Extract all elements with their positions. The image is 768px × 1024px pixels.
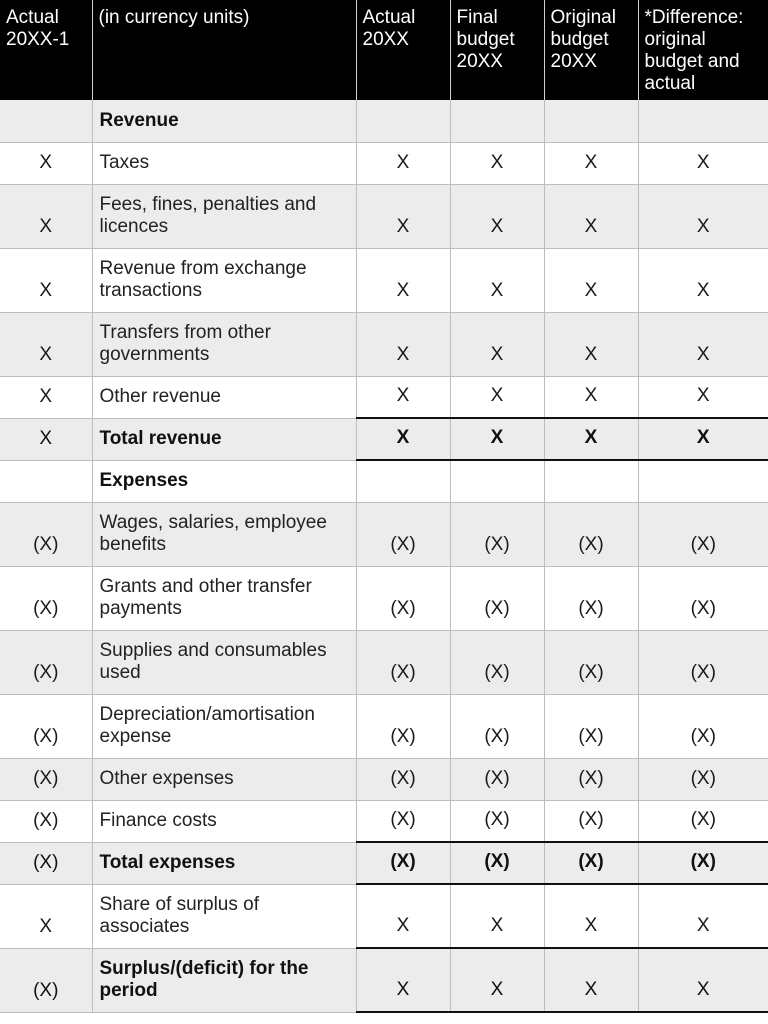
cell-prior [0,460,92,502]
cell-original-budget: (X) [544,566,638,630]
cell-prior: X [0,248,92,312]
cell-actual [356,460,450,502]
cell-original-budget: X [544,376,638,418]
section-heading-revenue [0,100,768,142]
cell-prior: (X) [0,758,92,800]
cell-difference: X [638,248,768,312]
total-revenue-row [0,418,768,460]
cell-original-budget: (X) [544,630,638,694]
table-row [0,630,768,694]
cell-final-budget: (X) [450,566,544,630]
cell-final-budget: (X) [450,694,544,758]
cell-final-budget: X [450,884,544,948]
table-row [0,184,768,248]
row-label: Grants and other transfer payments [92,566,356,630]
cell-difference: (X) [638,842,768,884]
table-row [0,502,768,566]
cell-final-budget: (X) [450,758,544,800]
cell-actual: (X) [356,758,450,800]
cell-final-budget [450,100,544,142]
cell-prior: (X) [0,630,92,694]
table-row [0,566,768,630]
header-final-budget: Final budget 20XX [450,0,544,100]
row-label: Other expenses [92,758,356,800]
cell-actual: (X) [356,502,450,566]
table-row [0,694,768,758]
section-heading-expenses [0,460,768,502]
cell-final-budget [450,460,544,502]
cell-final-budget: (X) [450,630,544,694]
cell-actual: X [356,418,450,460]
row-label: Supplies and consumables used [92,630,356,694]
row-label: Wages, salaries, employee benefits [92,502,356,566]
cell-original-budget: X [544,142,638,184]
row-label: Revenue from exchange transactions [92,248,356,312]
cell-final-budget: X [450,248,544,312]
table-row [0,142,768,184]
cell-final-budget: (X) [450,800,544,842]
cell-original-budget: X [544,948,638,1012]
row-label: Total revenue [92,418,356,460]
cell-actual: (X) [356,694,450,758]
cell-difference: X [638,948,768,1012]
cell-difference: (X) [638,800,768,842]
row-label: Expenses [92,460,356,502]
header-actual-current-year: Actual 20XX [356,0,450,100]
cell-prior: X [0,184,92,248]
cell-original-budget: (X) [544,842,638,884]
row-label: Total expenses [92,842,356,884]
cell-difference: (X) [638,566,768,630]
cell-original-budget: (X) [544,694,638,758]
cell-original-budget: X [544,248,638,312]
row-label: Other revenue [92,376,356,418]
row-label: Surplus/(deficit) for the period [92,948,356,1012]
table-row [0,312,768,376]
cell-actual: X [356,884,450,948]
row-label: Transfers from other governments [92,312,356,376]
cell-actual: X [356,948,450,1012]
table-row [0,248,768,312]
table-row [0,376,768,418]
cell-original-budget: X [544,418,638,460]
cell-difference: (X) [638,502,768,566]
cell-original-budget: X [544,312,638,376]
cell-final-budget: X [450,418,544,460]
cell-difference: X [638,312,768,376]
cell-prior: (X) [0,948,92,1012]
header-currency-units: (in currency units) [92,0,356,100]
cell-prior: (X) [0,842,92,884]
cell-actual: (X) [356,630,450,694]
cell-actual [356,100,450,142]
cell-final-budget: (X) [450,842,544,884]
header-actual-prior-year: Actual 20XX-1 [0,0,92,100]
header-original-budget: Original budget 20XX [544,0,638,100]
cell-difference: X [638,376,768,418]
cell-prior: X [0,142,92,184]
cell-actual: (X) [356,566,450,630]
cell-prior [0,100,92,142]
cell-prior: (X) [0,566,92,630]
cell-actual: X [356,248,450,312]
row-label: Finance costs [92,800,356,842]
cell-actual: (X) [356,842,450,884]
total-expenses-row [0,842,768,884]
cell-final-budget: X [450,376,544,418]
cell-prior: (X) [0,800,92,842]
cell-actual: X [356,376,450,418]
cell-original-budget: X [544,184,638,248]
cell-final-budget: (X) [450,502,544,566]
cell-difference [638,100,768,142]
cell-prior: X [0,418,92,460]
cell-final-budget: X [450,184,544,248]
cell-original-budget: (X) [544,502,638,566]
cell-prior: X [0,884,92,948]
cell-actual: X [356,184,450,248]
cell-prior: (X) [0,694,92,758]
header-difference: *Difference: original budget and actual [638,0,768,100]
cell-prior: X [0,376,92,418]
cell-final-budget: X [450,142,544,184]
row-label: Depreciation/amortisation expense [92,694,356,758]
cell-difference: X [638,142,768,184]
cell-difference: X [638,884,768,948]
cell-prior: X [0,312,92,376]
cell-actual: X [356,312,450,376]
cell-difference: (X) [638,758,768,800]
cell-difference: (X) [638,694,768,758]
cell-final-budget: X [450,312,544,376]
cell-actual: (X) [356,800,450,842]
cell-prior: (X) [0,502,92,566]
cell-original-budget [544,460,638,502]
table-row [0,800,768,842]
surplus-deficit-row [0,948,768,1012]
cell-difference: X [638,184,768,248]
row-label: Revenue [92,100,356,142]
row-label: Share of surplus of associates [92,884,356,948]
row-label: Taxes [92,142,356,184]
cell-difference [638,460,768,502]
table-row [0,884,768,948]
table-row [0,758,768,800]
cell-original-budget: (X) [544,758,638,800]
cell-actual: X [356,142,450,184]
cell-original-budget: (X) [544,800,638,842]
row-label: Fees, fines, penalties and licences [92,184,356,248]
cell-difference: (X) [638,630,768,694]
cell-difference: X [638,418,768,460]
cell-original-budget: X [544,884,638,948]
header-row [0,0,768,100]
cell-original-budget [544,100,638,142]
cell-final-budget: X [450,948,544,1012]
